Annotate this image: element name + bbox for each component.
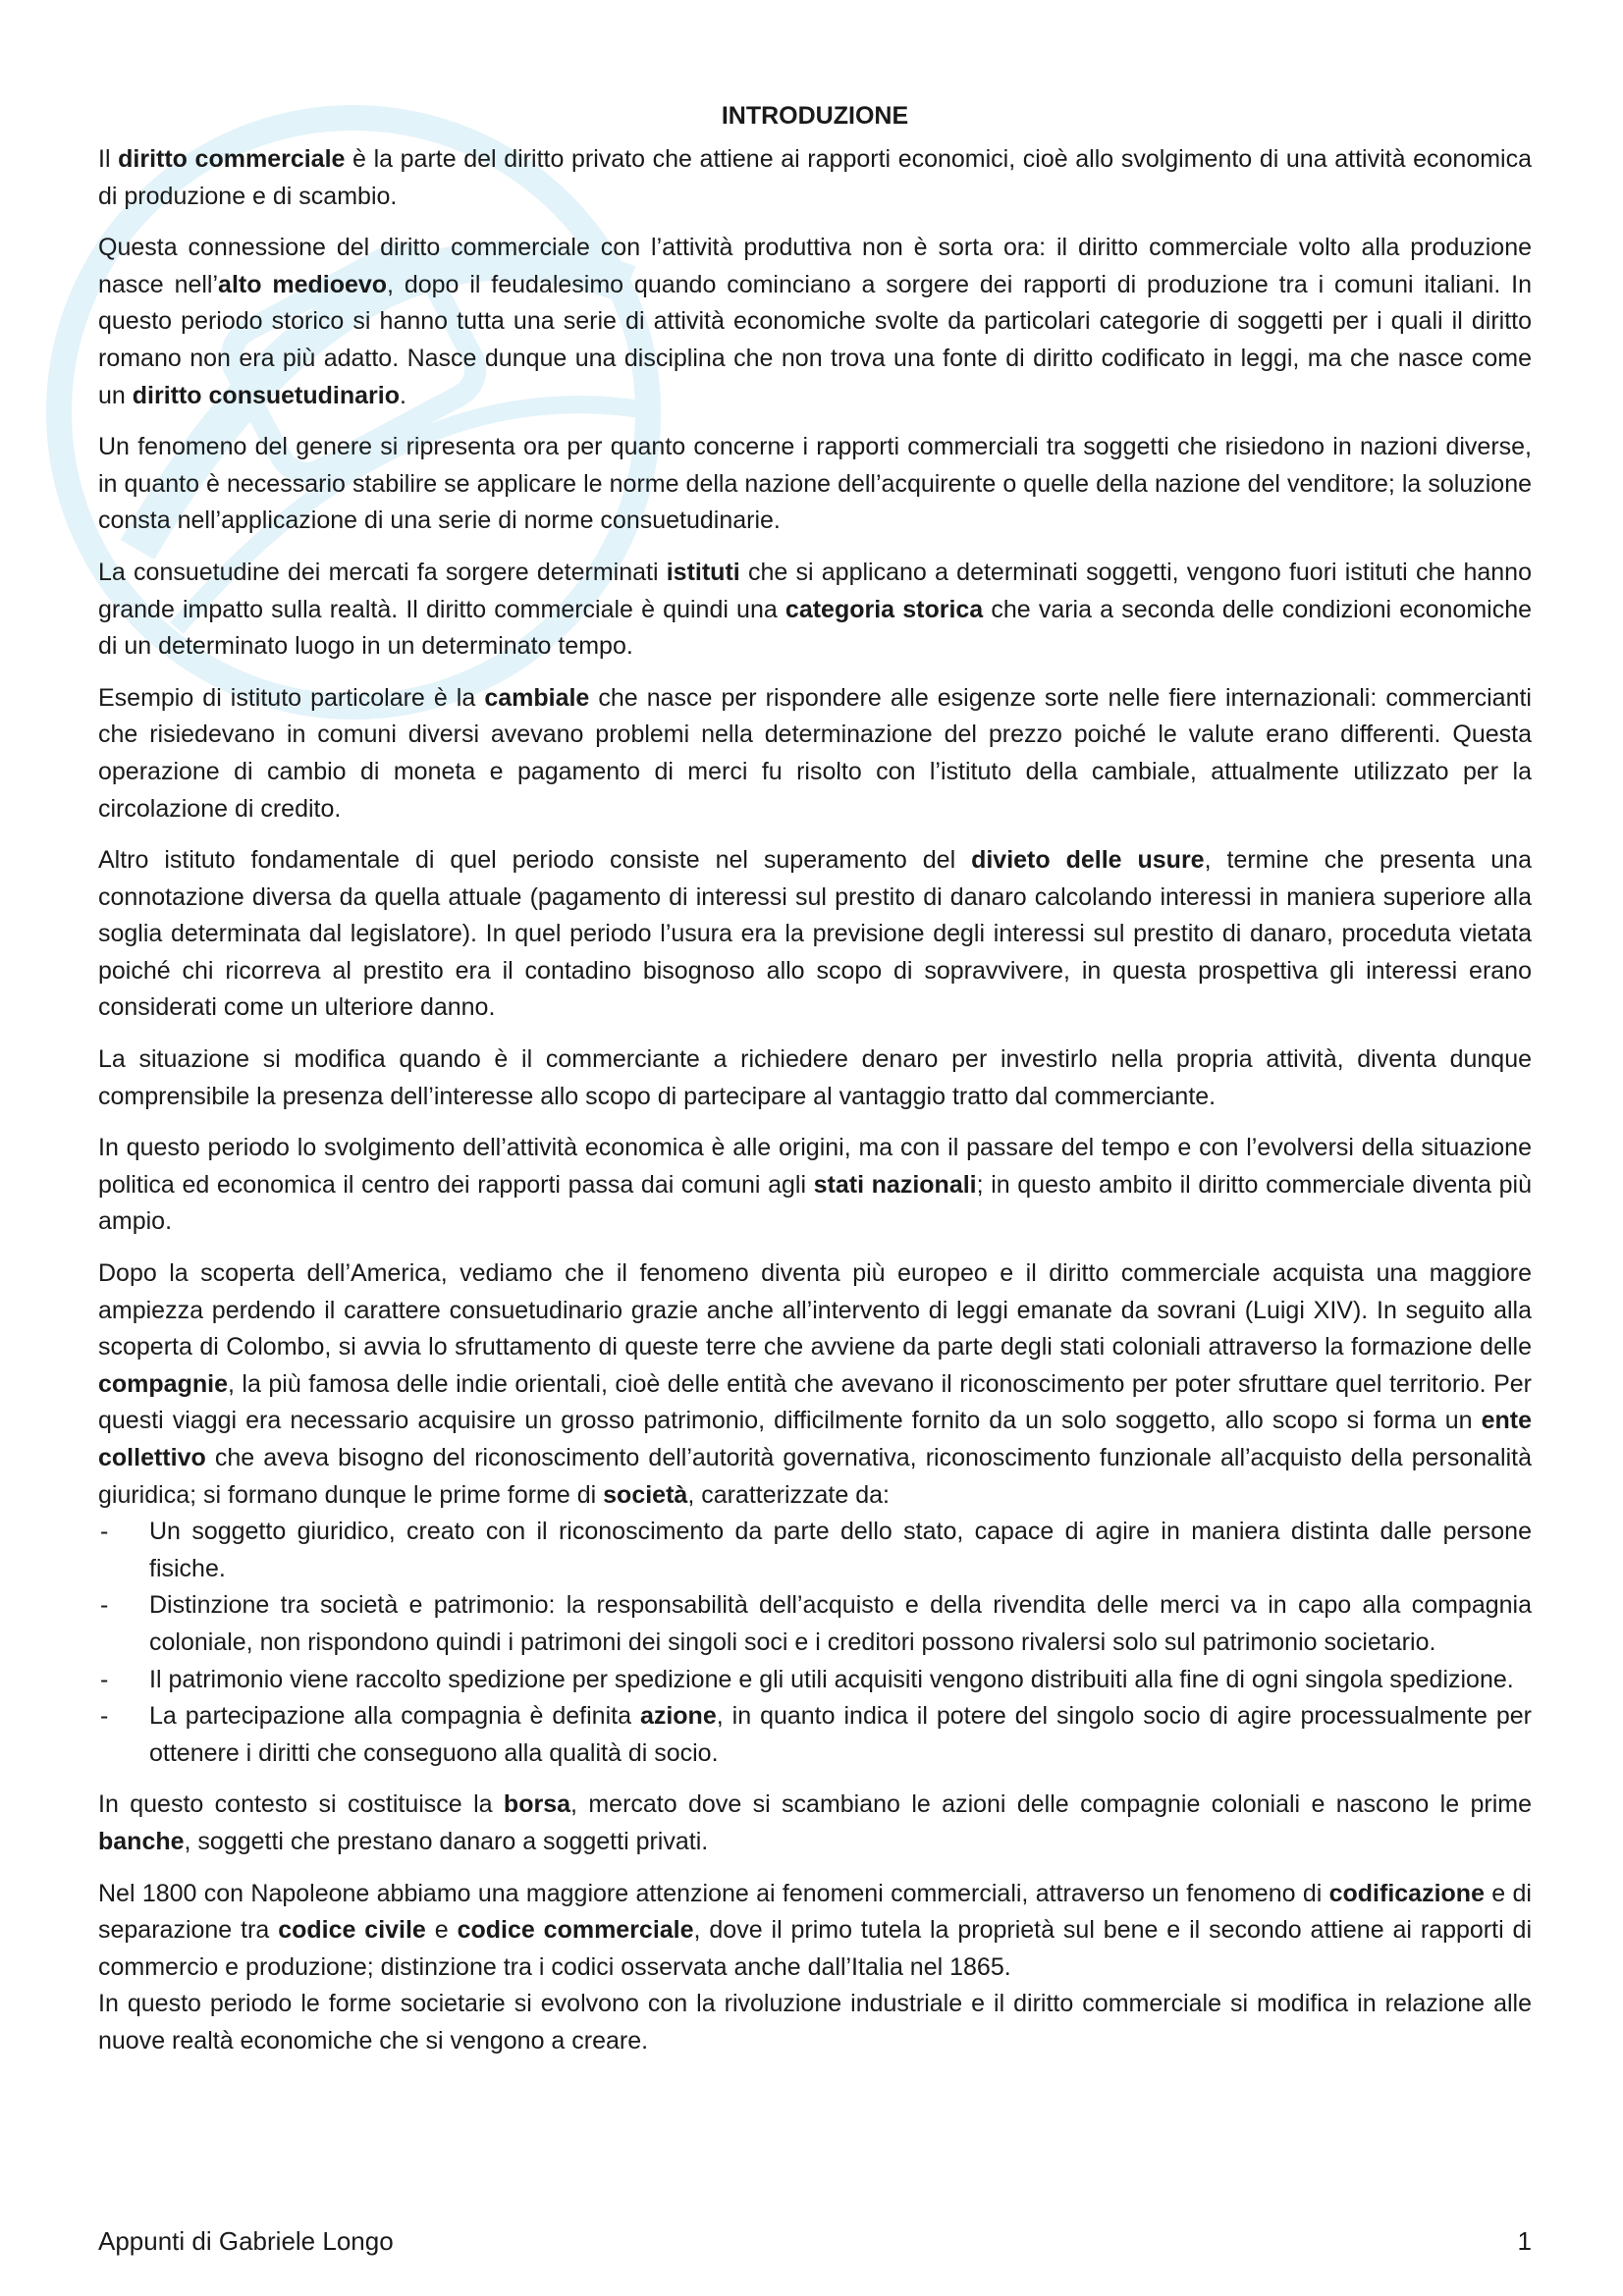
page-footer <box>98 2223 1532 2259</box>
paragraph: Questa connessione del diritto commerciale con l’attività produttiva non è sorta ora: il diritto commerciale volto alla produzione nasce nell’alto medioevo, dopo il feudalesimo quando cominciano a sorgere dei rapporti di produzione tra i comuni italiani. In questo periodo storico si hanno tutta una serie di attività economiche svolte da particolari categorie di soggetti per i quali il diritto romano non era più adatto. Nasce dunque una disciplina che non trova una fonte di diritto codificato in leggi, ma che nasce come un diritto consuetudinario. <box>98 234 1532 409</box>
footer-author: Appunti di Gabriele Longo <box>98 2226 394 2256</box>
page-number: 1 <box>1517 2226 1532 2256</box>
paragraph: In questo periodo le forme societarie si evolvono con la rivoluzione industriale e il diritto commerciale si modifica in relazione alle nuove realtà economiche che si vengono a creare. <box>98 1990 1532 2055</box>
paragraph: Il diritto commerciale è la parte del diritto privato che attiene ai rapporti economici, cioè allo svolgimento di una attività economica di produzione e di scambio. <box>98 145 1533 210</box>
bold-term: diritto consuetudinario <box>132 381 400 409</box>
bold-term: codificazione <box>1328 1879 1485 1907</box>
bold-term: stati nazionali <box>813 1170 977 1199</box>
paragraph: Nel 1800 con Napoleone abbiamo una maggiore attenzione ai fenomeni commerciali, attraverso un fenomeno di codificazione e di separazione tra codice civile e codice commerciale, dove il primo tutela la proprietà sul bene e il secondo attiene ai rapporti di commercio e produzione; distinzione tra i codici osservata anche dall’Italia nel 1865. <box>98 1879 1532 1981</box>
page-title: INTRODUZIONE <box>721 102 909 130</box>
list-item: - Il patrimonio viene raccolto spedizione per spedizione e gli utili acquisiti vengono distribuiti alla fine di ogni singola spedizione. <box>98 1662 1532 1699</box>
bold-term: società <box>603 1480 688 1509</box>
bold-term: codice civile <box>278 1916 426 1945</box>
closing-body <box>98 1787 1532 2059</box>
features-list <box>98 1514 1532 1772</box>
paragraph: Dopo la scoperta dell’America, vediamo che il fenomeno diventa più europeo e il diritto commerciale acquista una maggiore ampiezza perdendo il carattere consuetudinario grazie anche all’intervento di leggi emanate da sovrani (Luigi XIV). In seguito alla scoperta di Colombo, si avvia lo sfruttamento di queste terre che avviene da parte degli stati coloniali attraverso la formazione delle compagnie, la più famosa delle indie orientali, cioè delle entità che avevano il riconoscimento per poter sfruttare quel territorio. Per questi viaggi era necessario acquisire un grosso patrimonio, difficilmente fornito da un solo soggetto, allo scopo si forma un ente collettivo che aveva bisogno del riconoscimento dell’autorità governativa, riconoscimento funzionale all’acquisto della personalità giuridica; si formano dunque le prime forme di società, caratterizzate da: <box>98 1259 1532 1509</box>
paragraph: La situazione si modifica quando è il commerciante a richiedere denaro per investirlo nella propria attività, diventa dunque comprensibile la presenza dell’interesse allo scopo di partecipare al vantaggio tratto dal commerciante. <box>98 1045 1532 1110</box>
paragraph: La consuetudine dei mercati fa sorgere determinati istituti che si applicano a determinati soggetti, vengono fuori istituti che hanno grande impatto sulla realtà. Il diritto commerciale è quindi una categoria storica che varia a seconda delle condizioni economiche di un determinato luogo in un determinato tempo. <box>98 558 1533 661</box>
bold-term: cambiale <box>484 683 590 712</box>
bold-term: codice commerciale <box>457 1916 694 1945</box>
bold-term: banche <box>98 1827 185 1855</box>
bold-term: istituti <box>666 558 740 586</box>
document-page <box>98 98 1532 2075</box>
list-item: - La partecipazione alla compagnia è definita azione, in quanto indica il potere del singolo socio di agire processualmente per ottenere i diritti che conseguono alla qualità di socio. <box>98 1698 1532 1772</box>
bold-term: diritto commerciale <box>118 145 346 173</box>
paragraph: Esempio di istituto particolare è la cambiale che nasce per rispondere alle esigenze sorte nelle fiere internazionali: commercianti che risiedevano in comuni diversi avevano problemi nella determinazione del prezzo poiché le valute erano differenti. Questa operazione di cambio di moneta e pagamento di merci fu risolto con l’istituto della cambiale, attualmente utilizzato per la circolazione di credito. <box>98 683 1532 823</box>
bold-term: ente collettivo <box>98 1407 1532 1471</box>
bold-term: divieto delle usure <box>971 846 1205 875</box>
paragraph: In questo contesto si costituisce la borsa, mercato dove si scambiano le azioni delle compagnie coloniali e nascono le prime banche, soggetti che prestano danaro a soggetti privati. <box>98 1790 1532 1855</box>
paragraph: Un fenomeno del genere si ripresenta ora per quanto concerne i rapporti commerciali tra soggetti che risiedono in nazioni diverse, in quanto è necessario stabilire se applicare le norme della nazione dell’acquirente o quelle della nazione del venditore; la soluzione consta nell’applicazione di una serie di norme consuetudinarie. <box>98 433 1532 535</box>
list-item: - Un soggetto giuridico, creato con il riconoscimento da parte dello stato, capace di agire in maniera distinta dalle persone fisiche. <box>98 1514 1532 1587</box>
bold-term: alto medioevo <box>218 270 388 298</box>
bold-term: borsa <box>503 1790 571 1819</box>
bold-term: categoria storica <box>784 595 984 623</box>
bold-term: azione <box>639 1702 717 1731</box>
bold-term: compagnie <box>98 1369 228 1398</box>
list-item: - Distinzione tra società e patrimonio: la responsabilità dell’acquisto e della rivendita delle merci va in capo alla compagnia coloniale, non rispondono quindi i patrimoni dei singoli soci e i creditori possono rivalersi solo sul patrimonio societario. <box>98 1587 1532 1661</box>
intro-body <box>98 141 1532 1514</box>
paragraph: In questo periodo lo svolgimento dell’attività economica è alle origini, ma con il passare del tempo e con l’evolversi della situazione politica ed economica il centro dei rapporti passa dai comuni agli stati nazionali; in questo ambito il diritto commerciale diventa più ampio. <box>98 1134 1532 1236</box>
paragraph: Altro istituto fondamentale di quel periodo consiste nel superamento del divieto delle usure, termine che presenta una connotazione diversa da quella attuale (pagamento di interessi sul prestito di danaro calcolando interessi in maniera superiore alla soglia determinata dal legislatore). In quel periodo l’usura era la previsione degli interessi sul prestito di danaro, proceduta vietata poiché chi ricorreva al prestito era il contadino bisognoso allo scopo di sopravvivere, in questa prospettiva gli interessi erano considerati come un ulteriore danno. <box>98 846 1532 1022</box>
